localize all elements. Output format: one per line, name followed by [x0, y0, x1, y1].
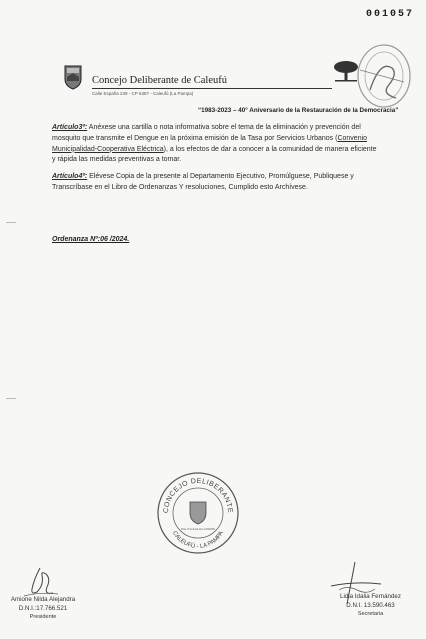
document-serial-number: 001057 — [365, 9, 414, 20]
letterhead-address: Calle España 239 - CP 6387 - Caleufú (La Pampa) — [92, 91, 194, 96]
president-signature-icon — [20, 565, 60, 600]
article-3-label: Artículo3º: — [52, 124, 88, 131]
secretary-role: Secretaria — [357, 611, 384, 617]
president-dni: D.N.I.:17.766.521 — [18, 604, 68, 612]
president-signature-block — [0, 596, 86, 622]
article-3-text-b: ), a los efectos de dar a conocer a la comunidad de manera eficiente y rápida las medidas preventivas a tomar. — [52, 145, 377, 164]
letterhead-rule — [92, 88, 332, 89]
seal-top-text: CONCEJO DELIBERANTE — [162, 477, 234, 514]
article-4-label: Artículo4º: — [52, 173, 88, 180]
anniversary-motto: “1983-2023 – 40° Aniversario de la Restauración de la Democracia” — [198, 107, 399, 114]
letterhead-org-name: Concejo Deliberante de Caleufú — [92, 75, 227, 86]
council-stamp-seal — [155, 470, 240, 555]
secretary-name: Lidia Idalia Fernández — [340, 593, 401, 600]
article-4-text: Elévese Copia de la presente al Departamento Ejecutivo, Promúlguese, Publiquese y Transcríbase en el Libro de Ordenanzas Y resoluciones, Cumplido esto Archívese. — [52, 173, 354, 191]
punch-mark — [6, 222, 16, 223]
seal-inner-text: Pcia. Provincia de LA PAMPA — [181, 528, 215, 531]
punch-mark — [6, 398, 16, 399]
article-3-text-a: Anéxese una cartilla o nota informativa sobre el tema de la eliminación y prevención del mosquito que transmite el Dengue en la próxima emisión de la Tasa por Servicios Urbanos ( — [52, 124, 361, 142]
president-role: Presidente — [29, 614, 57, 620]
caleufu-crest-icon — [63, 64, 83, 90]
president-name: Amione Nilda Alejandra — [10, 596, 76, 603]
top-stamp-seal-icon — [352, 40, 412, 110]
secretary-dni: D.N.I. 13.590.463 — [346, 601, 395, 609]
article-4-paragraph — [52, 172, 377, 194]
secretary-signature-block — [318, 593, 423, 619]
agreement-reference: Convenio Municipalidad-Cooperativa Eléctrica — [52, 134, 368, 153]
article-3-paragraph — [52, 123, 377, 166]
seal-bottom-text: CALEUFÚ - LA PAMPA — [171, 530, 225, 551]
ordinance-number: Ordenanza Nº:06 /2024. — [52, 236, 130, 243]
